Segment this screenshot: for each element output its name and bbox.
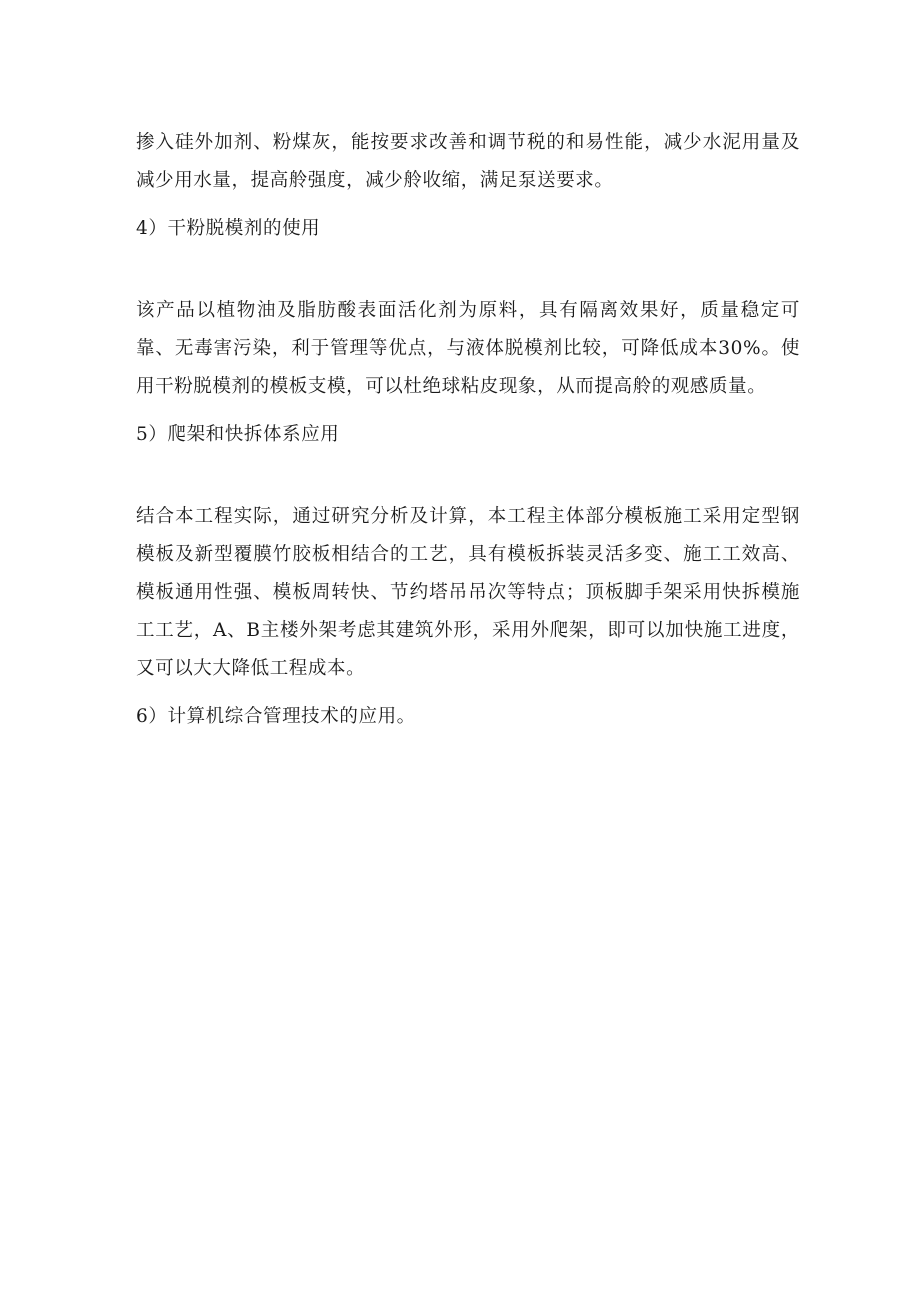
document-body (136, 124, 800, 736)
paragraph-admixture: 掺入硅外加剂、粉煤灰，能按要求改善和调节税的和易性能，减少水泥用量及减少用水量，提高舲强度，减少舲收缩，满足泵送要求。 (136, 132, 800, 191)
heading-computer-management: 6）计算机综合管理技术的应用。 (136, 706, 416, 727)
spacer (136, 200, 800, 210)
spacer (136, 454, 800, 498)
heading-release-agent: 4）干粉脱模剂的使用 (136, 218, 321, 239)
paragraph-release-agent: 该产品以植物油及脂肪酸表面活化剂为原料，具有隔离效果好，质量稳定可靠、无毒害污染，利于管理等优点，与液体脱模剂比较，可降低成本30%。使用干粉脱模剂的模板支模，可以杜绝球粘皮现象，从而提高舲的观感质量。 (136, 300, 800, 397)
spacer (136, 248, 800, 292)
spacer (136, 688, 800, 698)
paragraph-climbing-frame: 结合本工程实际，通过研究分析及计算，本工程主体部分模板施工采用定型钢模板及新型覆膜竹胶板相结合的工艺，具有模板拆装灵活多变、施工工效高、模板通用性强、模板周转快、节约塔吊吊次等特点；顶板脚手架采用快拆模施工工艺，A、B主楼外架考虑其建筑外形，采用外爬架，即可以加快施工进度，又可以大大降低工程成本。 (136, 506, 800, 679)
heading-climbing-frame: 5）爬架和快拆体系应用 (136, 424, 340, 445)
spacer (136, 406, 800, 416)
